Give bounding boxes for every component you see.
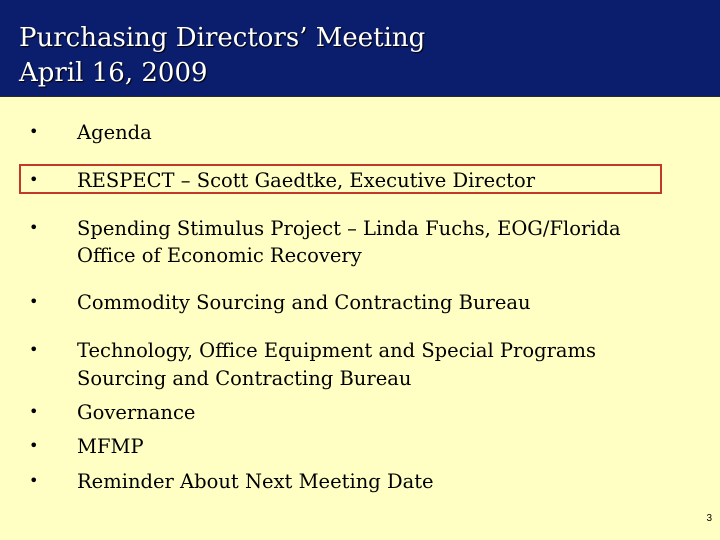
- agenda-item-technology-line2: Sourcing and Contracting Bureau: [77, 367, 412, 390]
- agenda-item-stimulus-line2: Office of Economic Recovery: [77, 244, 362, 267]
- title-bar: [0, 0, 720, 97]
- agenda-item-governance: Governance: [77, 401, 196, 424]
- bullet-icon: •: [29, 436, 39, 455]
- bullet-icon: •: [29, 218, 39, 237]
- bullet-icon: •: [29, 292, 39, 311]
- bullet-icon: •: [29, 170, 39, 189]
- page-number: 3: [706, 513, 712, 524]
- agenda-item-stimulus-line1: Spending Stimulus Project – Linda Fuchs, EOG/Florida: [77, 217, 621, 240]
- slide-title: Purchasing Directors’ Meeting: [19, 23, 426, 53]
- bullet-icon: •: [29, 122, 39, 141]
- bullet-icon: •: [29, 340, 39, 359]
- agenda-item-reminder: Reminder About Next Meeting Date: [77, 470, 434, 493]
- slide-date: April 16, 2009: [19, 58, 208, 88]
- bullet-icon: •: [29, 402, 39, 421]
- agenda-item-commodity: Commodity Sourcing and Contracting Bureau: [77, 291, 531, 314]
- agenda-item-mfmp: MFMP: [77, 435, 144, 458]
- agenda-item-technology-line1: Technology, Office Equipment and Special Programs: [77, 339, 597, 362]
- agenda-item-respect: RESPECT – Scott Gaedtke, Executive Director: [77, 169, 536, 192]
- agenda-item-agenda: Agenda: [77, 121, 152, 144]
- bullet-icon: •: [29, 471, 39, 490]
